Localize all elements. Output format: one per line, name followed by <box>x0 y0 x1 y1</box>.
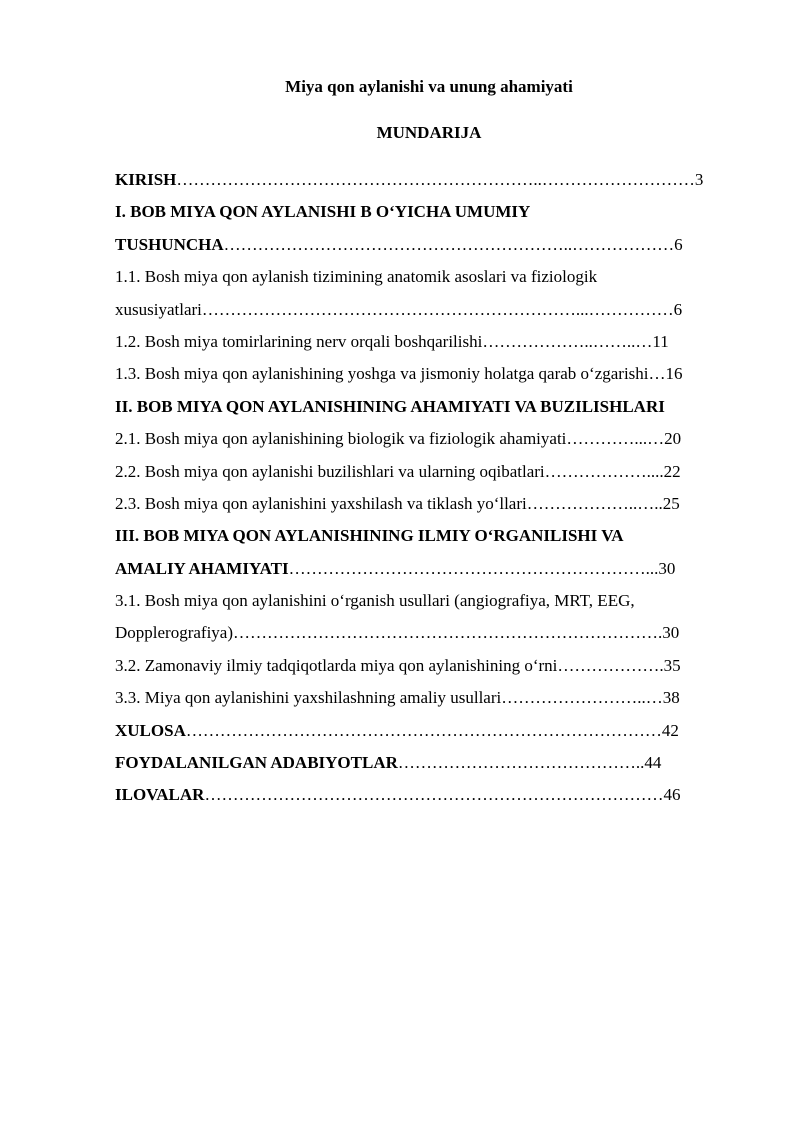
toc-entry-2-2 <box>115 458 745 490</box>
toc-entry-page: 6 <box>673 299 683 319</box>
toc-entry-text: Dopplerografiya) <box>115 623 234 643</box>
toc-entry-page: 6 <box>674 234 683 254</box>
toc-entry-bold-text: AMALIY AHAMIYATI <box>115 558 289 578</box>
toc-entry-chapter-1 <box>115 198 745 230</box>
toc-entry-text: 2.1. Bosh miya qon aylanishining biologik va fiziologik ahamiyati <box>115 429 567 449</box>
toc-entry-page: 25 <box>662 493 680 513</box>
toc-entry-page: 38 <box>662 688 680 708</box>
toc-entry-leader: …………...… <box>566 429 665 449</box>
toc-entry-kirish <box>115 166 745 198</box>
toc-entry-page: 42 <box>661 720 679 740</box>
toc-entry-text: 2.3. Bosh miya qon aylanishini yaxshilash va tiklash yo‘llari <box>115 493 527 513</box>
toc-entry-2-1 <box>115 425 745 457</box>
toc-entry-1-1 <box>115 263 745 295</box>
toc-entry-leader: …………………………………………………………...…………… <box>201 299 674 319</box>
toc-entry-text: xususiyatlari <box>115 299 202 319</box>
toc-entry-bold-text: I. BOB MIYA QON AYLANISHI B O‘YICHA UMUMIY <box>115 202 531 222</box>
toc-entry-page: 20 <box>664 429 682 449</box>
toc-entry-bold-text: III. BOB MIYA QON AYLANISHINING ILMIY O‘RGANILISHI VA <box>115 526 624 546</box>
toc-entry-chapter-1-cont <box>115 231 745 263</box>
toc-entry-3-1-cont <box>115 619 745 651</box>
toc-entry-text: 2.2. Bosh miya qon aylanishi buzilishlari va ularning oqibatlari <box>115 461 545 481</box>
toc-entry-page: 35 <box>663 655 681 675</box>
toc-entry-3-1 <box>115 587 745 619</box>
toc-entry-leader: ……………….... <box>544 461 664 481</box>
toc-entry-leader: ……………………..… <box>501 688 663 708</box>
toc-entry-bold-text: FOYDALANILGAN ADABIYOTLAR <box>115 753 398 773</box>
toc-entry-chapter-2 <box>115 393 745 425</box>
toc-entry-3-3 <box>115 684 745 716</box>
toc-entry-page: 22 <box>663 461 681 481</box>
table-of-contents <box>115 166 745 814</box>
toc-entry-leader: …………………………………………………………………. <box>233 623 663 643</box>
toc-heading: MUNDARIJA <box>376 123 482 142</box>
toc-entry-bold-text: XULOSA <box>115 720 186 740</box>
toc-entry-page: 16 <box>665 364 683 384</box>
toc-entry-page: 46 <box>663 785 681 805</box>
toc-entry-adabiyotlar <box>115 749 745 781</box>
toc-entry-leader: ………………………………………………………..……………………… <box>176 170 695 189</box>
toc-entry-text: 1.2. Bosh miya tomirlarining nerv orqali boshqarilishi <box>115 331 483 351</box>
toc-entry-bold-text: II. BOB MIYA QON AYLANISHINING AHAMIYATI VA BUZILISHLARI <box>115 396 665 416</box>
toc-entry-1-3 <box>115 360 745 392</box>
toc-entry-leader: …………………………………….. <box>397 753 645 773</box>
toc-entry-text: 1.3. Bosh miya qon aylanishining yoshga va jismoniy holatga qarab o‘zgarishi <box>115 364 649 384</box>
toc-entry-chapter-3-cont <box>115 555 745 587</box>
toc-entry-text: 3.3. Miya qon aylanishini yaxshilashning amaliy usullari <box>115 688 502 708</box>
toc-entry-ilovalar <box>115 781 745 813</box>
toc-entry-leader: … <box>648 364 666 384</box>
toc-entry-leader: ………………………………………………………………………… <box>185 720 662 740</box>
toc-entry-text: 3.1. Bosh miya qon aylanishini o‘rganish usullari (angiografiya, MRT, EEG, <box>115 591 635 611</box>
toc-entry-page: 11 <box>652 331 669 351</box>
toc-entry-leader: ……………………………………………………..……………… <box>223 234 675 254</box>
toc-entry-3-2 <box>115 652 745 684</box>
toc-entry-1-2 <box>115 328 745 360</box>
toc-entry-bold-text: KIRISH <box>115 170 177 189</box>
toc-entry-leader: ……………………………………………………………………… <box>204 785 664 805</box>
toc-entry-page: 44 <box>644 753 662 773</box>
toc-entry-text: 3.2. Zamonaviy ilmiy tadqiqotlarda miya qon aylanishining o‘rni <box>115 655 558 675</box>
toc-entry-1-1-cont <box>115 296 745 328</box>
toc-entry-2-3 <box>115 490 745 522</box>
toc-entry-page: 30 <box>658 558 676 578</box>
document-title: Miya qon aylanishi va unung ahamiyati <box>285 77 573 96</box>
toc-entry-text: 1.1. Bosh miya qon aylanish tizimining anatomik asoslari va fiziologik <box>115 267 598 287</box>
toc-entry-page: 3 <box>694 170 704 189</box>
toc-entry-leader: ………………. <box>557 655 664 675</box>
toc-entry-bold-text: ILOVALAR <box>115 785 205 805</box>
toc-entry-bold-text: TUSHUNCHA <box>115 234 224 254</box>
toc-entry-chapter-3 <box>115 522 745 554</box>
toc-entry-leader: ………………..……..… <box>482 331 653 351</box>
toc-entry-page: 30 <box>662 623 680 643</box>
toc-entry-xulosa <box>115 717 745 749</box>
toc-entry-leader: ………………………………………………………... <box>288 558 659 578</box>
toc-entry-leader: ………………..….. <box>526 493 663 513</box>
